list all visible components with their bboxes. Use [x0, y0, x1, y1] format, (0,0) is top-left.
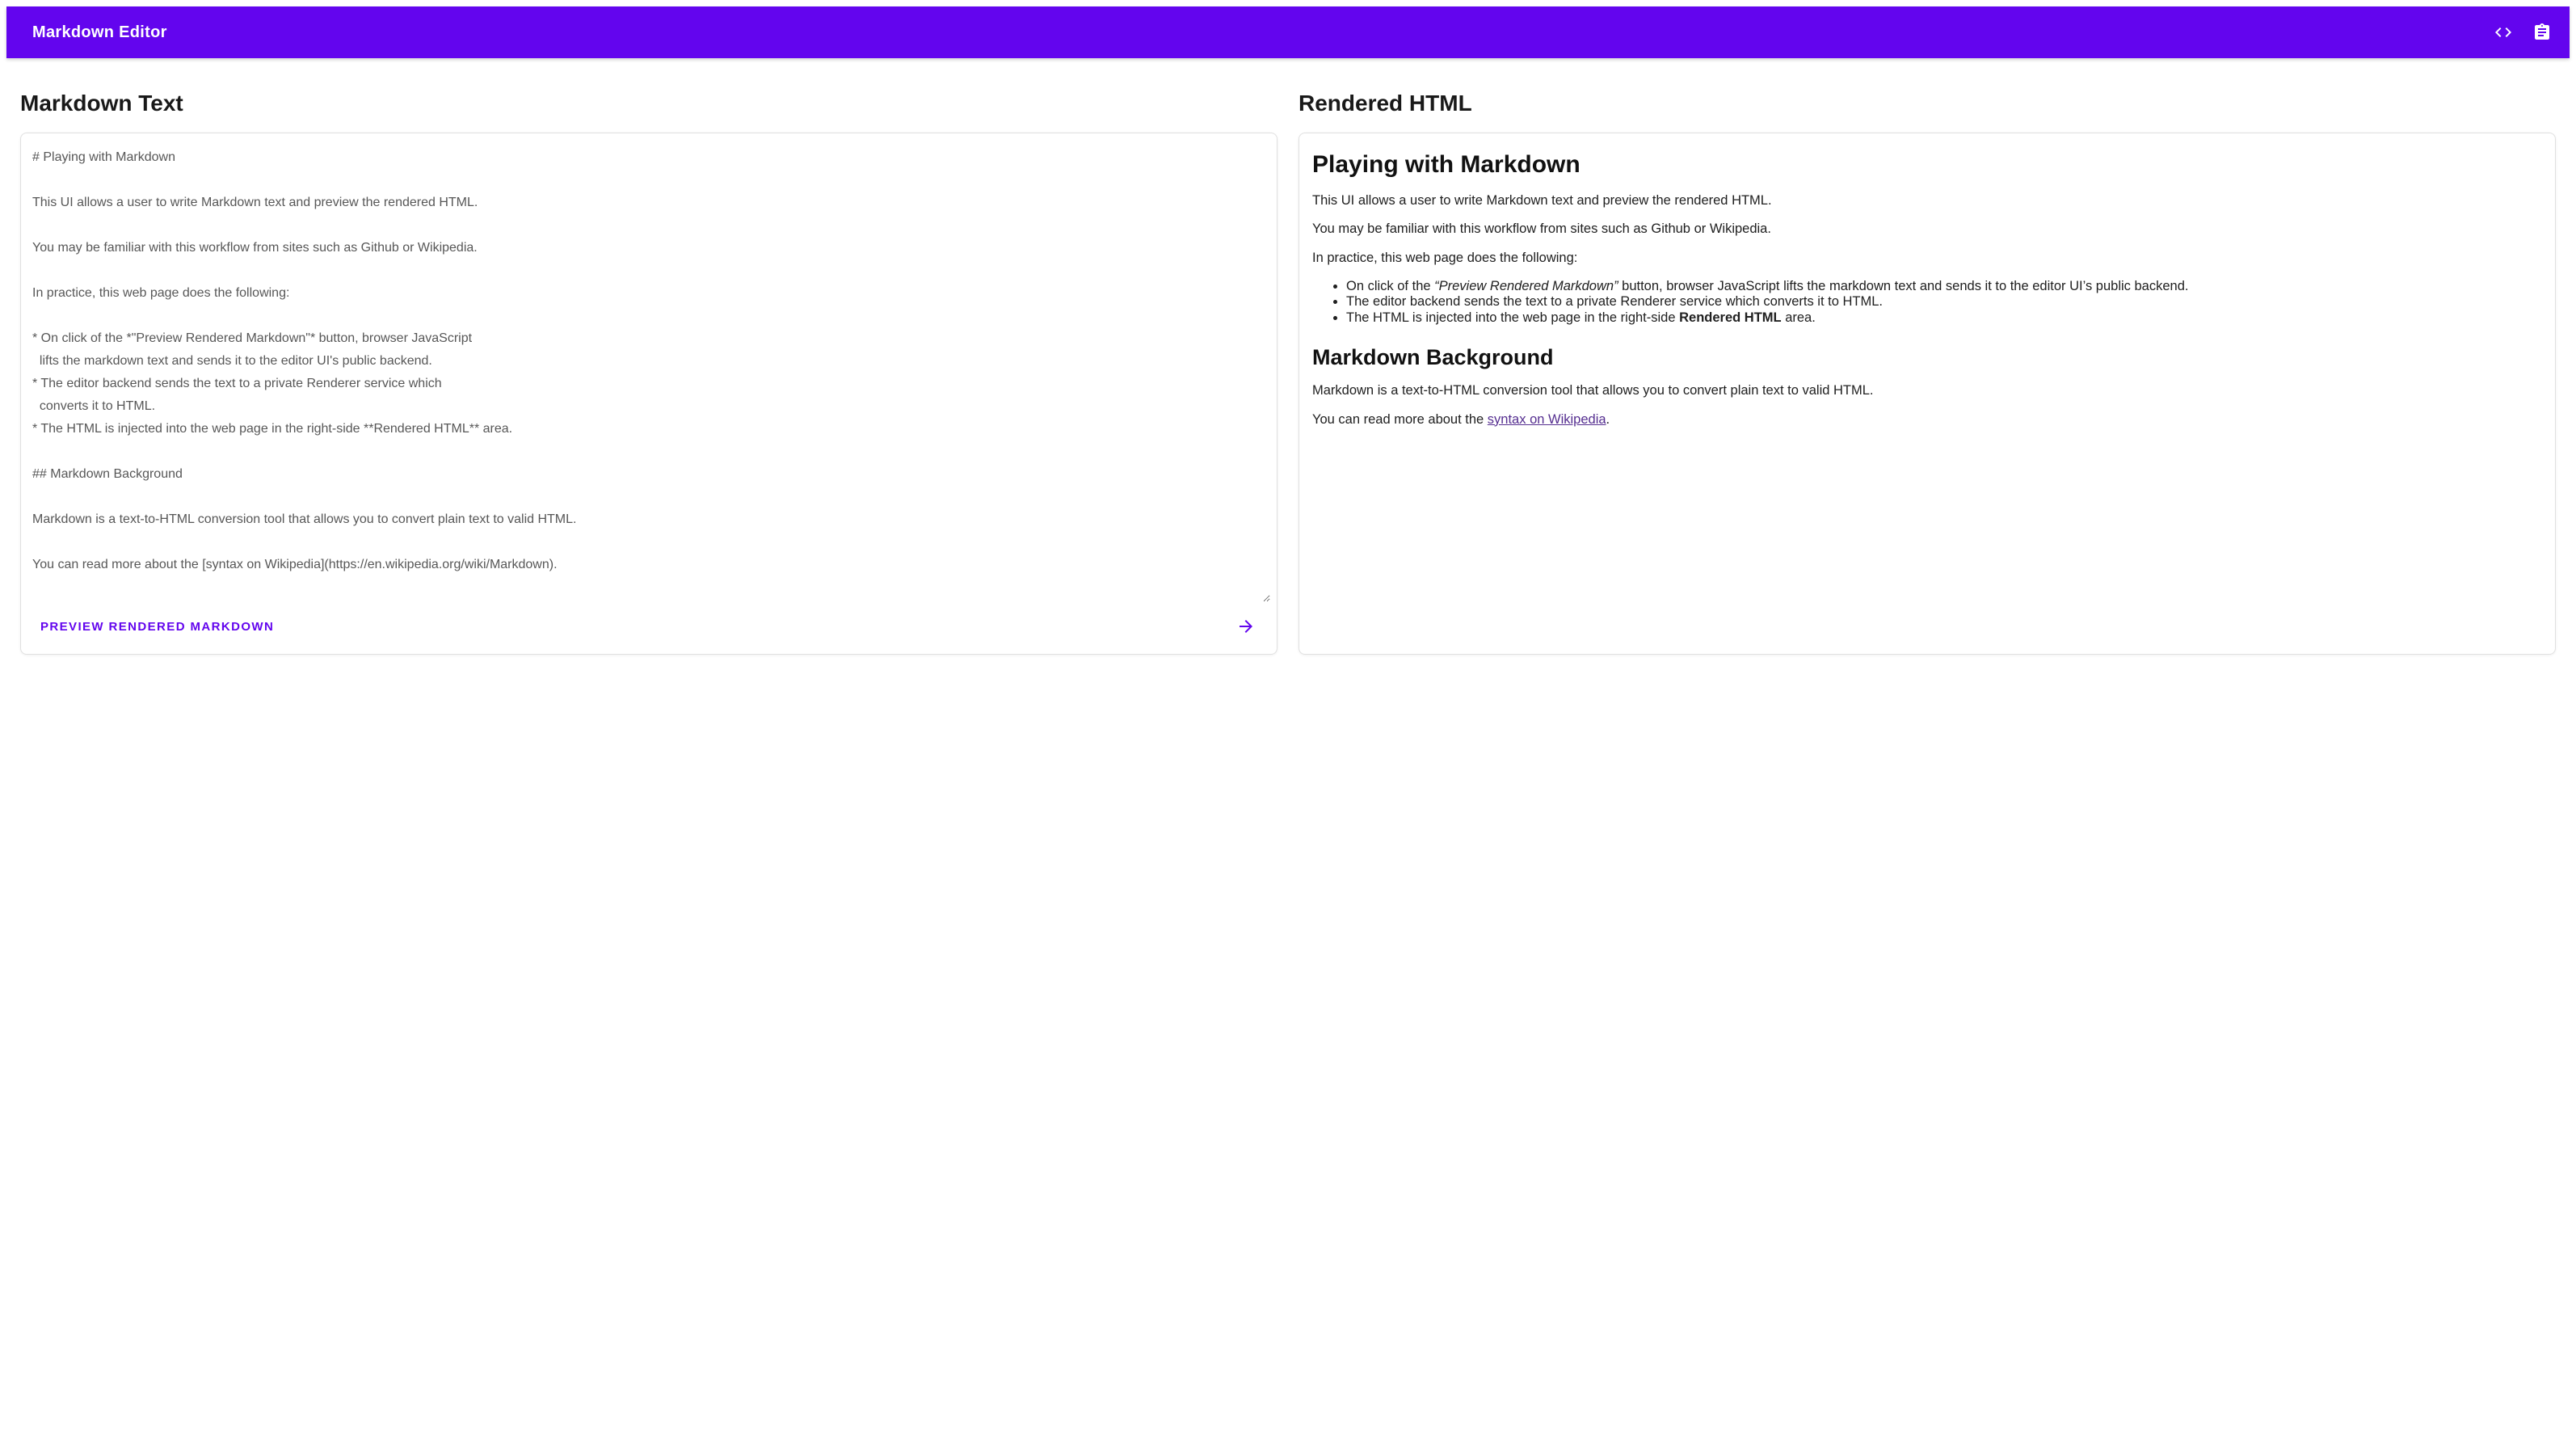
rendered-html-card: [1299, 133, 2556, 655]
clipboard-button[interactable]: [2526, 16, 2558, 48]
code-icon: [2494, 23, 2513, 42]
app-title: Markdown Editor: [32, 23, 167, 41]
rendered-list-item: • The HTML is injected into the web page in the right-side Rendered HTML area.: [1346, 310, 2542, 326]
editor-actions-row: [27, 602, 1270, 647]
arrow-forward-icon: [1236, 617, 1256, 636]
rendered-paragraph: This UI allows a user to write Markdown text and preview the rendered HTML.: [1312, 193, 1772, 208]
italic-text: “Preview Rendered Markdown”: [1434, 278, 1618, 293]
bold-text: Rendered HTML: [1679, 310, 1782, 325]
main-content: [0, 58, 2576, 655]
rendered-paragraph: In practice, this web page does the following:: [1312, 250, 1578, 265]
markdown-input[interactable]: [27, 140, 1270, 602]
syntax-on-wikipedia-link[interactable]: syntax on Wikipedia: [1487, 411, 1606, 427]
rendered-list-item: • The editor backend sends the text to a private Renderer service which converts it to HTML.: [1346, 294, 2542, 310]
preview-rendered-markdown-button[interactable]: PREVIEW RENDERED MARKDOWN: [34, 613, 280, 640]
rendered-html-section: [1299, 58, 2556, 655]
clipboard-icon: [2532, 23, 2552, 42]
app-bar-actions: [2487, 16, 2558, 48]
preview-arrow-button[interactable]: [1230, 610, 1262, 643]
rendered-bullet-list: [1312, 279, 2542, 326]
rendered-html-heading: Rendered HTML: [1299, 91, 1472, 116]
rendered-paragraph: You may be familiar with this workflow from sites such as Github or Wikipedia.: [1312, 221, 1771, 237]
rendered-paragraph: Markdown is a text-to-HTML conversion tool that allows you to convert plain text to valid HTML.: [1312, 383, 1874, 398]
rendered-paragraph: You can read more about the syntax on Wikipedia.: [1312, 411, 1610, 427]
markdown-editor-section: [20, 58, 1277, 655]
markdown-editor-card: [20, 133, 1277, 655]
rendered-h1: Playing with Markdown: [1312, 151, 1581, 178]
rendered-h2: Markdown Background: [1312, 345, 1554, 370]
app-bar: [6, 6, 2570, 58]
code-view-button[interactable]: [2487, 16, 2519, 48]
markdown-text-heading: Markdown Text: [20, 91, 183, 116]
rendered-list-item: • On click of the “Preview Rendered Markdown” button, browser JavaScript lifts the markdown text and sends it to the editor UI’s public backend.: [1346, 279, 2542, 294]
rendered-content: [1312, 151, 2542, 428]
